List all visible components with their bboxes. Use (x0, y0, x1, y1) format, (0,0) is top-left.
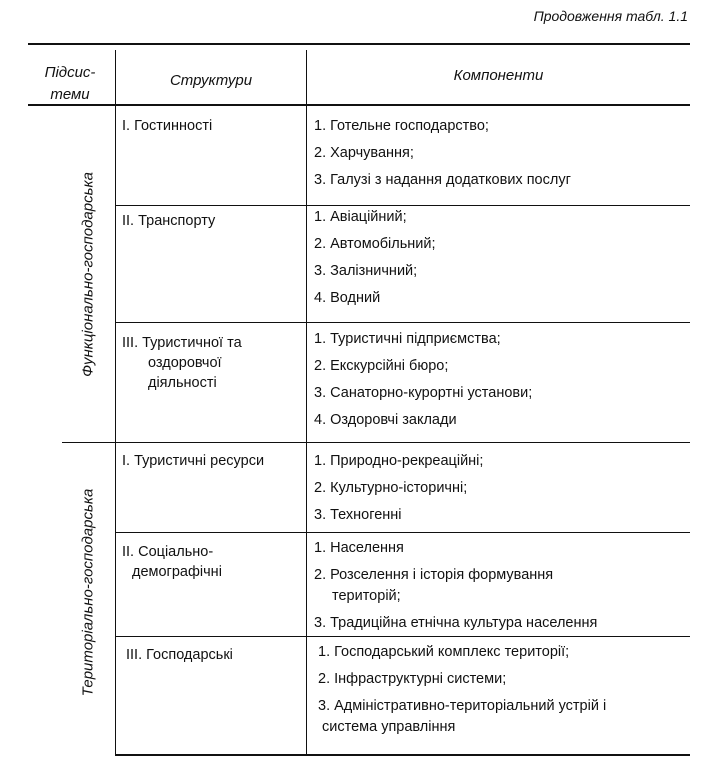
components-cell (314, 207, 686, 315)
component-item: 2. Розселення і історія формування (314, 567, 554, 583)
components-cell (314, 451, 686, 532)
structure-name: ІІ. Транспорту (122, 213, 216, 229)
structure-name: І. Туристичні ресурси (122, 453, 265, 469)
component-item: 1. Авіаційний; (314, 209, 407, 225)
component-item: 3. Техногенні (314, 507, 402, 523)
structure-cell (122, 542, 302, 582)
row-divider (115, 205, 690, 206)
component-item: 2. Харчування; (314, 145, 414, 161)
header-divider-1 (115, 50, 116, 105)
component-item: 3. Адміністративно-територіальний устрій і (318, 698, 607, 714)
component-item: 1. Населення (314, 540, 404, 556)
component-item: 1. Туристичні підприємства; (314, 331, 501, 347)
table-caption: Продовження табл. 1.1 (533, 8, 688, 24)
components-cell (318, 642, 690, 744)
structure-name-line: діяльності (148, 375, 217, 391)
component-item: 1. Природно-рекреаційні; (314, 453, 484, 469)
row-divider (115, 532, 690, 533)
component-item: 2. Екскурсійні бюро; (314, 358, 449, 374)
components-cell (314, 116, 686, 197)
component-item-continuation: система управління (322, 719, 456, 735)
subsystem-label: Територіально-господарська (79, 488, 97, 697)
structure-cell (122, 116, 302, 143)
components-cell (314, 329, 686, 437)
structure-name-line: демографічні (132, 564, 222, 580)
subsystem-label: Функціонально-господарська (79, 172, 97, 377)
header-bottom-border (28, 104, 690, 106)
structure-name: ІІІ. Господарські (126, 647, 233, 663)
row-divider (115, 322, 690, 323)
component-item: 2. Інфраструктурні системи; (318, 671, 507, 687)
column-divider-2 (306, 50, 307, 756)
structure-cell (126, 645, 302, 672)
component-item: 3. Санаторно-курортні установи; (314, 385, 533, 401)
structure-name-line: ІІ. Соціально- (122, 544, 214, 560)
components-cell (314, 538, 690, 640)
structure-name-line: ІІІ. Туристичної та (122, 335, 242, 351)
table-top-border (28, 43, 690, 45)
component-item: 2. Автомобільний; (314, 236, 436, 252)
component-item: 2. Культурно-історичні; (314, 480, 468, 496)
component-item: 4. Оздоровчі заклади (314, 412, 457, 428)
structure-cell (122, 333, 302, 393)
structure-name: І. Гостинності (122, 118, 213, 134)
structure-cell (122, 211, 302, 238)
structure-cell (122, 451, 306, 478)
component-item-continuation: територій; (332, 588, 401, 604)
component-item: 3. Залізничний; (314, 263, 418, 279)
header-subsystems-line: теми (50, 86, 90, 103)
component-item: 1. Господарський комплекс території; (318, 644, 570, 660)
subsystem-divider (62, 442, 690, 443)
table-bottom-border (115, 754, 690, 756)
header-structures: Структури (169, 72, 253, 89)
component-item: 3. Традиційна етнічна культура населення (314, 615, 598, 631)
column-divider-1 (115, 105, 116, 756)
component-item: 1. Готельне господарство; (314, 118, 489, 134)
header-subsystems-line: Підсис- (44, 64, 96, 81)
component-item: 4. Водний (314, 290, 381, 306)
component-item: 3. Галузі з надання додаткових послуг (314, 172, 571, 188)
header-subsystems (30, 62, 110, 106)
header-components: Компоненти (453, 67, 544, 84)
structure-name-line: оздоровчої (148, 355, 222, 371)
